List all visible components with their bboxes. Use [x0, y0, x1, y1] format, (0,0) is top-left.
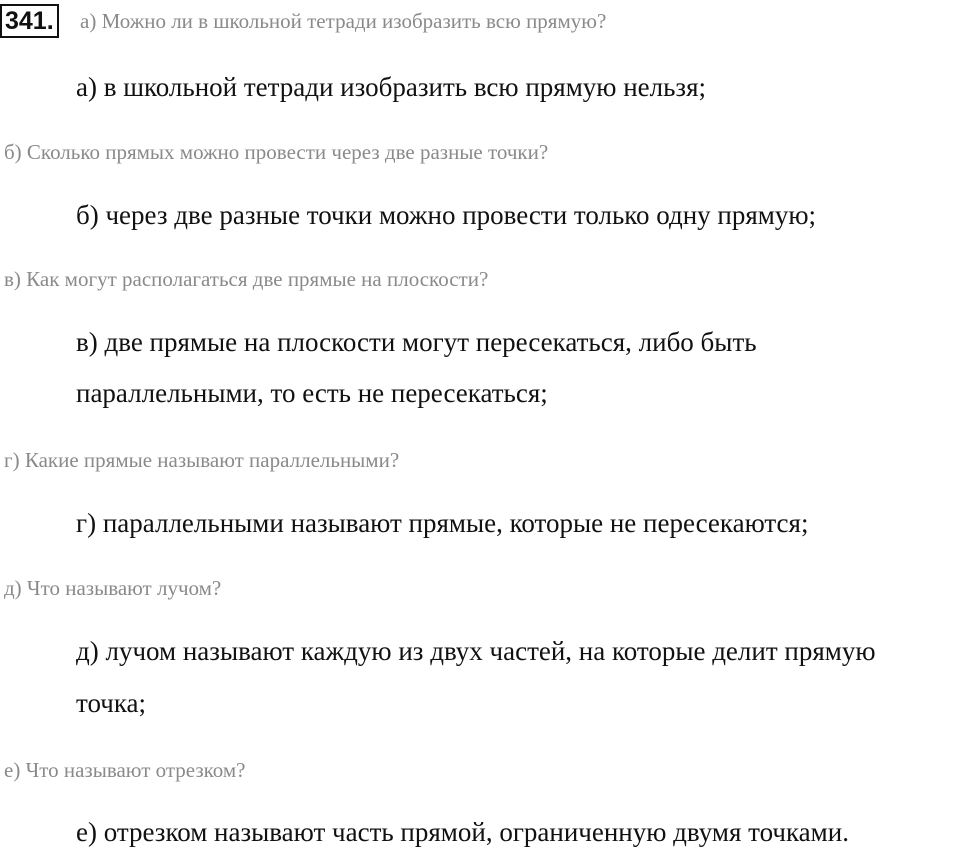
- answer-d-line-1: г) параллельными называют прямые, которые не пересекаются;: [76, 508, 809, 538]
- answer-e-line-1: д) лучом называют каждую из двух частей, на которые делит прямую: [76, 636, 876, 666]
- question-d: г) Какие прямые называют параллельными?: [4, 448, 400, 472]
- answer-c-line-2: параллельными, то есть не пересекаться;: [76, 378, 548, 408]
- answer-e-line-2: точка;: [76, 688, 147, 718]
- answer-b-line-1: б) через две разные точки можно провести только одну прямую;: [76, 200, 817, 230]
- problem-number: 341.: [0, 4, 59, 38]
- question-e: д) Что называют лучом?: [4, 576, 222, 600]
- question-c: в) Как могут располагаться две прямые на плоскости?: [4, 267, 489, 291]
- question-b: б) Сколько прямых можно провести через две разные точки?: [4, 140, 549, 164]
- question-a: а) Можно ли в школьной тетради изобразить всю прямую?: [80, 9, 607, 33]
- question-f: е) Что называют отрезком?: [4, 758, 246, 782]
- answer-f-line-1: е) отрезком называют часть прямой, ограниченную двумя точками.: [76, 817, 849, 847]
- answer-c-line-1: в) две прямые на плоскости могут пересекаться, либо быть: [76, 327, 757, 357]
- answer-a-line-1: а) в школьной тетради изобразить всю прямую нельзя;: [76, 72, 707, 102]
